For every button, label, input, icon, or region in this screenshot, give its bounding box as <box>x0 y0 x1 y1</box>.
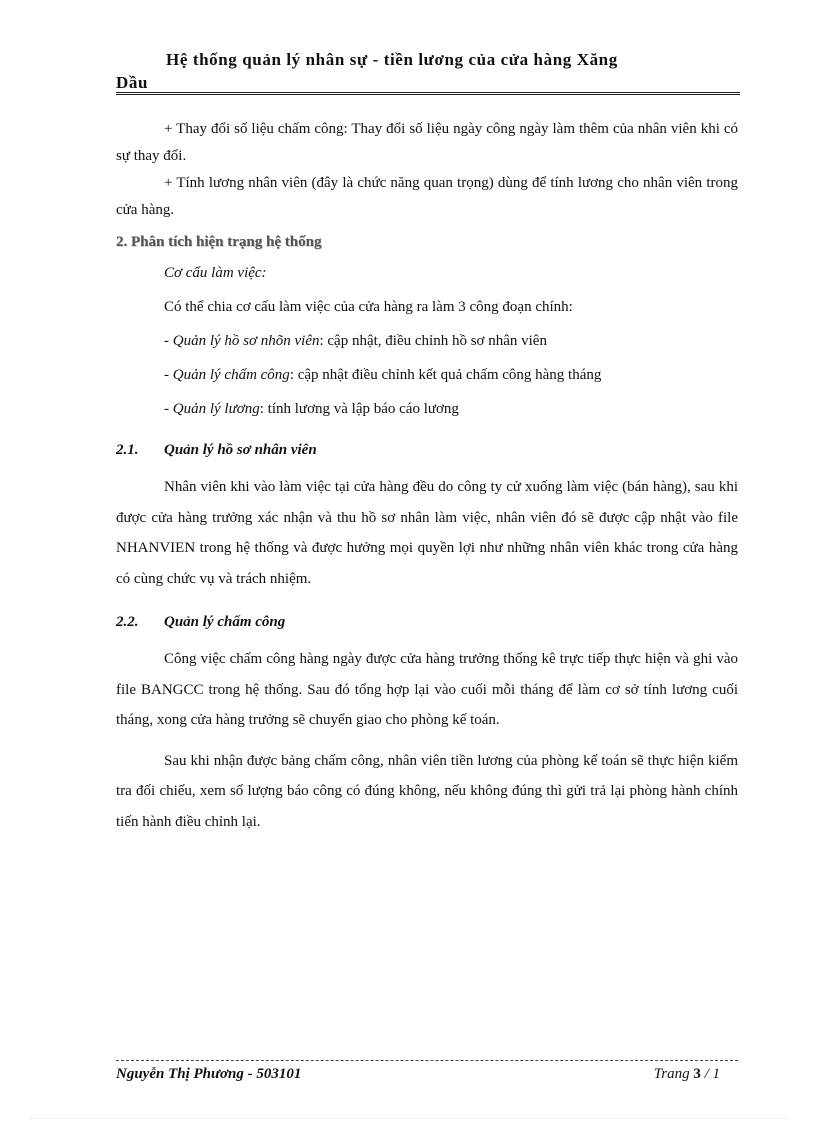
bullet-calc-salary: + Tính lương nhân viên (đây là chức năng quan trọng) dùng để tính lương cho nhân viên trong cửa hàng. <box>116 175 738 218</box>
stage-desc: : cập nhật điều chỉnh kết quả chấm công hàng tháng <box>289 367 602 383</box>
paragraph-employee-records: Nhân viên khi vào làm việc tại cửa hàng đều do công ty cử xuống làm việc (bán hàng), sau khi được cửa hàng trưởng xác nhận và thu hồ sơ nhân làm việc, nhân viên đó sẽ được cập nhật vào file NHANVIEN trong hệ thống và được hưởng mọi quyền lợi như những nhân viên khác trong cửa hàng có cùng chức vụ và trách nhiệm. <box>116 479 738 587</box>
document-body <box>116 116 738 837</box>
subsection-number: 2.2. <box>116 614 139 630</box>
paragraph-accounting-check: Sau khi nhận được bảng chấm công, nhân viên tiền lương của phòng kế toán sẽ thực hiện kiểm tra đối chiếu, xem số lượng báo công có đúng không, nếu không đúng thì gửi trả lại phòng hành chính tiến hành điều chỉnh lại. <box>116 752 738 830</box>
stage-desc: : cập nhật, điều chỉnh hồ sơ nhân viên <box>319 333 547 349</box>
structure-label: Cơ cấu làm việc: <box>164 265 267 281</box>
page-bottom-edge <box>30 1118 786 1119</box>
stage-name: Quản lý lương <box>172 401 260 417</box>
work-structure-list <box>116 256 738 426</box>
page-header-title <box>116 48 740 94</box>
stage-name: Quản lý hồ sơ nhõn viên <box>172 333 320 349</box>
footer-author: Nguyễn Thị Phương - 503101 <box>116 1066 302 1082</box>
stage-desc: : tính lương và lập báo cáo lương <box>259 401 459 417</box>
subsection-number: 2.1. <box>116 442 139 458</box>
section-heading-2: 2. Phân tích hiện trạng hệ thống <box>116 234 322 250</box>
subsection-heading-2-1 <box>116 438 738 462</box>
bullet-change-timesheet: + Thay đổi số liệu chấm công: Thay đổi số liệu ngày công ngày làm thêm của nhân viên khi có sự thay đổi. <box>116 121 738 164</box>
stage-item: - Quản lý hồ sơ nhõn viên: cập nhật, điều chỉnh hồ sơ nhân viên <box>164 333 547 349</box>
header-title-line1: Hệ thống quản lý nhân sự - tiền lương của cửa hàng Xăng <box>166 50 618 69</box>
total-pages: 1 <box>712 1066 720 1082</box>
subsection-title: Quản lý chấm công <box>164 614 286 630</box>
stage-name: Quản lý chấm công <box>172 367 290 383</box>
subsection-title: Quản lý hồ sơ nhân viên <box>164 442 317 458</box>
footer-page-number: Trang 3 / 1 <box>653 1066 720 1082</box>
header-divider <box>116 92 740 95</box>
footer-divider <box>116 1060 738 1061</box>
subsection-heading-2-2 <box>116 610 738 634</box>
paragraph-timekeeping: Công việc chấm công hàng ngày được cửa hàng trưởng thống kê trực tiếp thực hiện và ghi vào file BANGCC trong hệ thống. Sau đó tổng hợp lại vào cuối mỗi tháng để làm cơ sở tính lương cuối tháng, xong cửa hàng trưởng sẽ chuyển giao cho phòng kế toán. <box>116 651 738 728</box>
header-title-line2: Dầu <box>116 73 149 92</box>
stage-item: - Quản lý chấm công: cập nhật điều chỉnh kết quả chấm công hàng tháng <box>164 367 602 383</box>
current-page: 3 <box>693 1066 701 1082</box>
structure-intro: Có thể chia cơ cấu làm việc của cửa hàng ra làm 3 công đoạn chính: <box>164 299 573 315</box>
stage-item: - Quản lý lương: tính lương và lập báo cáo lương <box>164 401 459 417</box>
